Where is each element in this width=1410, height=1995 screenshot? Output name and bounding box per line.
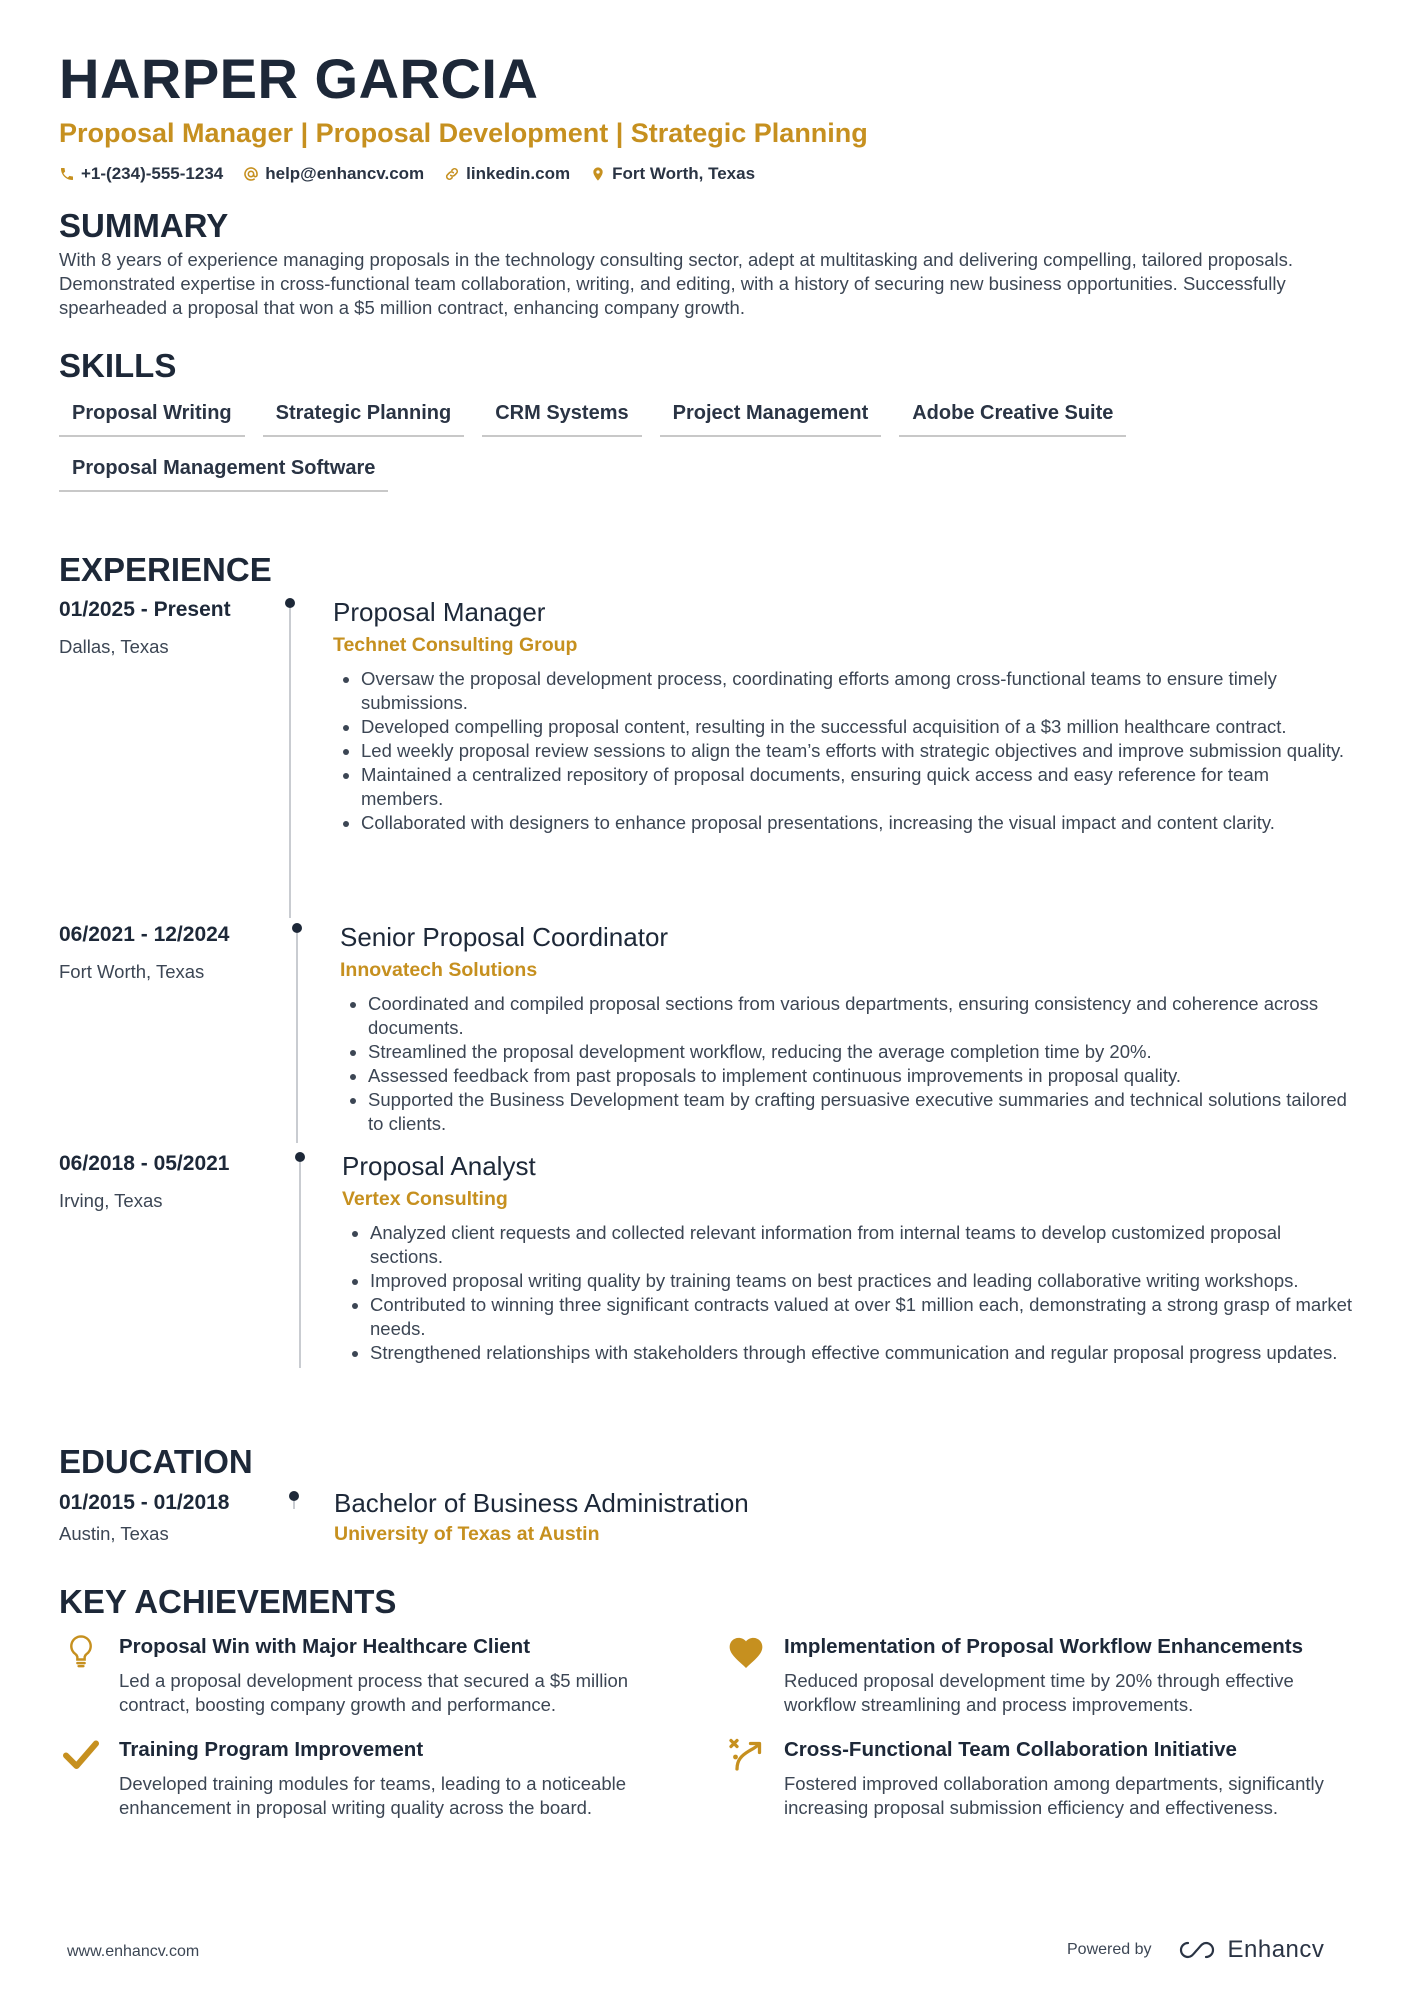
achievement-title: Training Program Improvement bbox=[119, 1738, 424, 1761]
at-icon bbox=[243, 166, 259, 182]
job-location: Irving, Texas bbox=[59, 1190, 163, 1211]
contact-email[interactable] bbox=[243, 164, 424, 184]
education-location: Austin, Texas bbox=[59, 1523, 169, 1544]
lightbulb-icon bbox=[59, 1633, 103, 1669]
job-role: Proposal Analyst bbox=[342, 1151, 536, 1181]
job-location: Fort Worth, Texas bbox=[59, 961, 205, 982]
achievements-heading: KEY ACHIEVEMENTS bbox=[59, 1583, 397, 1620]
skills-section bbox=[59, 346, 1359, 506]
job-bullet: • Improved proposal writing quality by training teams on best practices and leading collaborative writing workshops. bbox=[370, 1269, 1357, 1293]
timeline-line bbox=[299, 1162, 301, 1368]
achievement-text: Reduced proposal development time by 20% through effective workflow streamlining and process improvements. bbox=[784, 1670, 1294, 1715]
job-details bbox=[333, 596, 1353, 835]
skill-tag: Adobe Creative Suite bbox=[899, 396, 1126, 437]
timeline-dot bbox=[285, 598, 295, 608]
footer-brand-area bbox=[1067, 1936, 1324, 1964]
timeline-dot bbox=[289, 1491, 299, 1501]
job-location: Dallas, Texas bbox=[59, 636, 169, 657]
skill-tag: Strategic Planning bbox=[263, 396, 465, 437]
contact-phone[interactable] bbox=[59, 164, 223, 184]
candidate-title: Proposal Manager | Proposal Development | Strategic Planning bbox=[59, 118, 868, 148]
job-details bbox=[340, 921, 1355, 1136]
education-details bbox=[334, 1487, 1234, 1546]
timeline-line bbox=[289, 608, 291, 918]
job-details bbox=[342, 1150, 1357, 1365]
achievement-title: Proposal Win with Major Healthcare Client bbox=[119, 1635, 531, 1658]
footer-website[interactable]: www.enhancv.com bbox=[67, 1943, 200, 1960]
job-bullets bbox=[342, 1221, 1357, 1365]
achievement-text: Fostered improved collaboration among departments, significantly increasing proposal submission efficiency and effectiveness. bbox=[784, 1773, 1324, 1818]
job-role: Proposal Manager bbox=[333, 597, 546, 627]
candidate-name: HARPER GARCIA bbox=[59, 47, 539, 110]
achievement-item bbox=[59, 1736, 679, 1820]
job-bullets bbox=[333, 667, 1353, 835]
achievement-item bbox=[724, 1736, 1344, 1820]
timeline-line bbox=[293, 1501, 295, 1509]
heart-icon bbox=[724, 1633, 768, 1669]
job-bullet: • Streamlined the proposal development workflow, reducing the average completion time by 20%. bbox=[368, 1040, 1355, 1064]
experience-heading: EXPERIENCE bbox=[59, 551, 272, 588]
checkmark-icon bbox=[59, 1736, 103, 1772]
link-icon bbox=[444, 166, 460, 182]
job-bullet: • Collaborated with designers to enhance proposal presentations, increasing the visual impact and content clarity. bbox=[361, 811, 1353, 835]
contact-row bbox=[59, 164, 1359, 184]
education-heading: EDUCATION bbox=[59, 1443, 253, 1480]
job-company: Innovatech Solutions bbox=[340, 959, 538, 981]
experience-section bbox=[59, 550, 1359, 590]
skill-tag: Proposal Management Software bbox=[59, 451, 388, 492]
job-bullet: • Developed compelling proposal content, resulting in the successful acquisition of a $3 million healthcare contract. bbox=[361, 715, 1353, 739]
summary-heading: SUMMARY bbox=[59, 207, 229, 244]
job-bullet: • Supported the Business Development team by crafting persuasive executive summaries and technical solutions tailored to clients. bbox=[368, 1088, 1355, 1136]
education-section bbox=[59, 1442, 253, 1482]
job-bullet: • Strengthened relationships with stakeholders through effective communication and regular proposal progress updates. bbox=[370, 1341, 1357, 1365]
education-school: University of Texas at Austin bbox=[334, 1523, 600, 1545]
skills-heading: SKILLS bbox=[59, 347, 177, 384]
job-date: 01/2025 - Present bbox=[59, 598, 231, 621]
achievement-title: Implementation of Proposal Workflow Enhancements bbox=[784, 1635, 1304, 1658]
skill-tag: Proposal Writing bbox=[59, 396, 245, 437]
job-bullet: • Assessed feedback from past proposals to implement continuous improvements in proposal quality. bbox=[368, 1064, 1355, 1088]
achievement-text: Developed training modules for teams, leading to a noticeable enhancement in proposal writing quality across the board. bbox=[119, 1773, 627, 1818]
job-bullet: • Analyzed client requests and collected relevant information from internal teams to develop customized proposal sections. bbox=[370, 1221, 1357, 1269]
contact-location bbox=[590, 164, 755, 184]
achievement-item bbox=[724, 1633, 1344, 1717]
skills-list bbox=[59, 396, 1259, 506]
experience-item bbox=[59, 1150, 229, 1212]
enhancv-logo-icon bbox=[1174, 1939, 1220, 1961]
phone-icon bbox=[59, 166, 75, 182]
job-role: Senior Proposal Coordinator bbox=[340, 922, 669, 952]
skill-tag: CRM Systems bbox=[482, 396, 641, 437]
job-bullet: • Coordinated and compiled proposal sections from various departments, ensuring consistency and coherence across documents. bbox=[368, 992, 1355, 1040]
achievements-section bbox=[59, 1582, 396, 1622]
resume-page bbox=[59, 44, 1359, 506]
job-company: Technet Consulting Group bbox=[333, 634, 578, 656]
job-bullet: • Oversaw the proposal development process, coordinating efforts among cross-functional teams to ensure timely submissions. bbox=[361, 667, 1353, 715]
strategy-icon bbox=[724, 1736, 768, 1772]
brand-name: Enhancv bbox=[1227, 1936, 1325, 1963]
timeline-dot bbox=[292, 923, 302, 933]
job-bullets bbox=[340, 992, 1355, 1136]
summary-section bbox=[59, 206, 1359, 320]
achievement-title: Cross-Functional Team Collaboration Initiative bbox=[784, 1738, 1237, 1761]
contact-linkedin[interactable] bbox=[444, 164, 570, 184]
location-pin-icon bbox=[590, 166, 606, 182]
education-date: 01/2015 - 01/2018 bbox=[59, 1491, 230, 1514]
email-text: help@enhancv.com bbox=[265, 164, 425, 183]
job-date: 06/2021 - 12/2024 bbox=[59, 923, 230, 946]
job-bullet: • Contributed to winning three significant contracts valued at over $1 million each, demonstrating a strong grasp of market needs. bbox=[370, 1293, 1357, 1341]
phone-text: +1-(234)-555-1234 bbox=[81, 164, 224, 183]
education-item bbox=[59, 1489, 229, 1545]
enhancv-logo[interactable] bbox=[1174, 1936, 1325, 1964]
experience-item bbox=[59, 596, 231, 658]
summary-text: With 8 years of experience managing proposals in the technology consulting sector, adept at multitasking and delivering compelling, tailored proposals. Demonstrated expertise in cross-functional team collaboration, writing, and editing, with a history of securing new business opportunities. Successfully spearheaded a proposal that won a $5 million contract, enhancing company growth. bbox=[59, 249, 1294, 318]
job-bullet: • Led weekly proposal review sessions to align the team’s efforts with strategic objectives and improve submission quality. bbox=[361, 739, 1353, 763]
powered-by-label: Powered by bbox=[1067, 1941, 1152, 1958]
skill-tag: Project Management bbox=[660, 396, 882, 437]
timeline-dot bbox=[295, 1152, 305, 1162]
job-bullet: • Maintained a centralized repository of proposal documents, ensuring quick access and easy reference for team members. bbox=[361, 763, 1353, 811]
achievement-text: Led a proposal development process that secured a $5 million contract, boosting company growth and performance. bbox=[119, 1670, 629, 1715]
education-degree: Bachelor of Business Administration bbox=[334, 1488, 749, 1518]
experience-item bbox=[59, 921, 229, 983]
job-date: 06/2018 - 05/2021 bbox=[59, 1152, 230, 1175]
location-text: Fort Worth, Texas bbox=[612, 164, 756, 183]
linkedin-text: linkedin.com bbox=[466, 164, 571, 183]
achievement-item bbox=[59, 1633, 679, 1717]
job-company: Vertex Consulting bbox=[342, 1188, 508, 1210]
timeline-line bbox=[296, 933, 298, 1143]
